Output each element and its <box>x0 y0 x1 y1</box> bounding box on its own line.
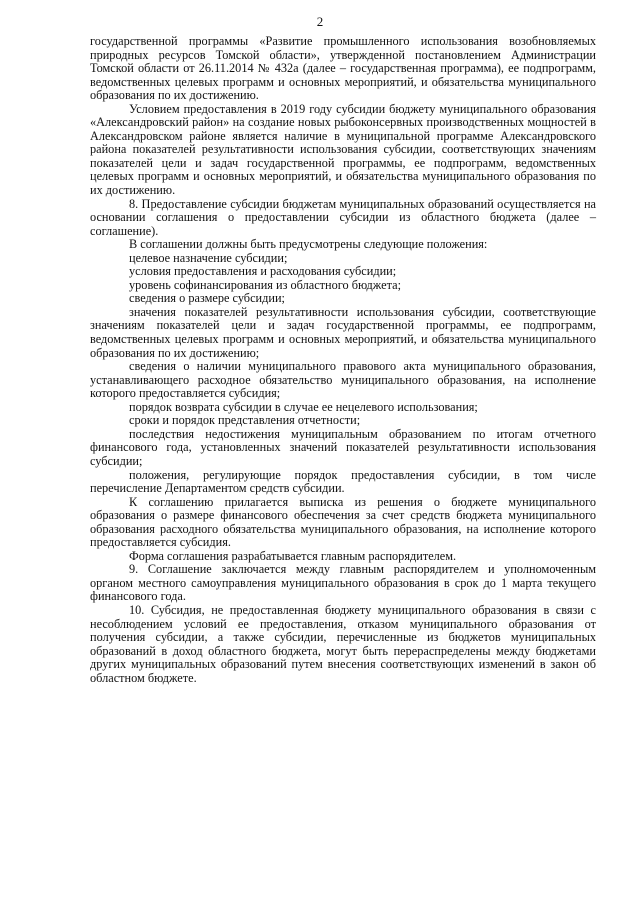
list-item-conditions: условия предоставления и расходования субсидии; <box>129 264 397 279</box>
list-item-cofinancing: уровень софинансирования из областного бюджета; <box>129 277 401 292</box>
paragraph-agreement-provisions: В соглашении должны быть предусмотрены следующие положения: <box>129 237 488 252</box>
list-item-consequences: последствия недостижения муниципальным образованием по итогам отчетного финансового года, установленных значений показателей результативности использования субсидии; <box>90 426 596 468</box>
page-number: 2 <box>316 14 324 29</box>
list-item-reporting: сроки и порядок представления отчетности; <box>129 413 361 428</box>
list-item-transfer-provisions: положения, регулирующие порядок предоставления субсидии, в том числе перечисление Департаментом средств субсидии. <box>90 467 596 496</box>
list-item-indicators: значения показателей результативности использования субсидии, соответствующие значениям показателей цели и задач государственной программы, ее подпрограмм, ведомственных целевых программ и основных мероприятий, и обязательства муниципального образования по их достижению; <box>90 304 596 360</box>
paragraph-clause-10: 10. Субсидия, не предоставленная бюджету муниципального образования в связи с несоблюдением условий ее предоставления, отказом муниципального образования от получения субсидии, а также субсидии, перечисленные из бюджетов муниципальных образований в доход областного бюджета, могут быть перераспределены между бюджетами других муниципальных образований путем внесения соответствующих изменений в закон об областном бюджете. <box>90 602 596 685</box>
document-body <box>90 35 596 685</box>
paragraph-clause-8: 8. Предоставление субсидии бюджетам муниципальных образований осуществляется на основании соглашения о предоставлении субсидии из областного бюджета (далее – соглашение). <box>90 196 596 238</box>
paragraph-clause-9: 9. Соглашение заключается между главным распорядителем и уполномоченным органом местного самоуправления муниципального образования в срок до 1 марта текущего финансового года. <box>90 562 596 604</box>
list-item-purpose: целевое назначение субсидии; <box>129 250 288 265</box>
list-item-legal-act: сведения о наличии муниципального правового акта муниципального образования, устанавливающего расходное обязательство муниципального образования, на исполнение которого предоставляется субсидия; <box>90 359 596 401</box>
list-item-return-procedure: порядок возврата субсидии в случае ее нецелевого использования; <box>129 399 478 414</box>
paragraph-budget-extract: К соглашению прилагается выписка из решения о бюджете муниципального образования о размере финансового обеспечения за счет средств бюджета муниципального образования расходного обязательства муниципального образования, на исполнение которого предоставляется субсидия. <box>90 494 596 550</box>
paragraph-program-continuation: государственной программы «Развитие промышленного использования возобновляемых природных ресурсов Томской области», утвержденной постановлением Администрации Томской области от 26.11.2014 № 432а (далее – государственная программа), ее подпрограмм, ведомственных целевых программ и основных мероприятий, и обязательства муниципального образования по их достижению. <box>90 34 596 103</box>
list-item-amount: сведения о размере субсидии; <box>129 291 285 306</box>
paragraph-agreement-form: Форма соглашения разрабатывается главным распорядителем. <box>129 548 457 563</box>
paragraph-subsidy-condition: Условием предоставления в 2019 году субсидии бюджету муниципального образования «Александровский район» на создание новых рыбоконсервных производственных мощностей в Александровском районе является наличие в муниципальной программе Александровского района показателей результативности использования субсидии, соответствующих значениям показателей цели и задач государственной программы, ее подпрограмм, ведомственных целевых программ и основных мероприятий, и обязательства муниципального образования по их достижению. <box>90 101 596 198</box>
